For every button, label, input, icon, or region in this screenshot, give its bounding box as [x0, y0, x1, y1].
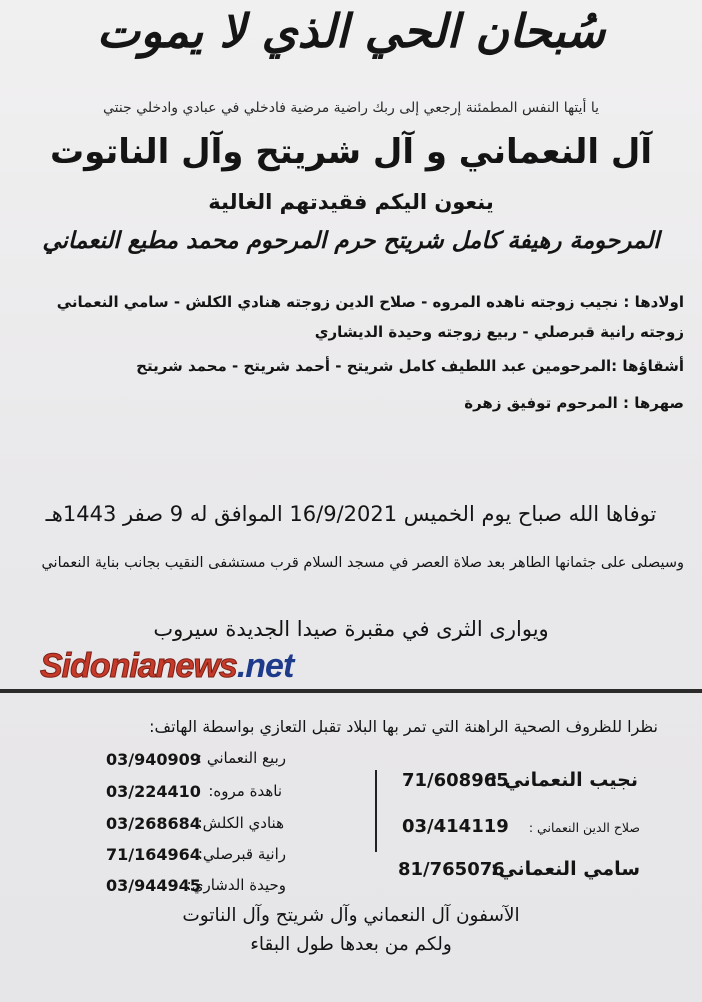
section-divider — [0, 689, 702, 693]
closing-line-1: الآسفون آل النعماني وآل شريتح وآل الناتوت — [182, 905, 520, 926]
contact-phone: 03/940909 — [106, 750, 201, 769]
condolence-notice: نظرا للظروف الصحية الراهنة التي تمر بها البلاد تقبل التعازي بواسطة الهاتف: — [149, 717, 658, 736]
contact-phone: 03/944945 — [106, 876, 201, 895]
quran-verse: يا أيتها النفس المطمئنة إرجعي إلى ربك راضية مرضية فادخلي في عبادي وادخلي جنتي — [102, 100, 600, 116]
in-law-line: صهرها : المرحوم توفيق زهرة — [464, 394, 684, 412]
column-separator — [375, 770, 377, 852]
calligraphy-title: سُبحان الحي الذي لا يموت — [96, 4, 606, 58]
children-line-2: زوجته رانية قبرصلي - ربيع زوجته وحيدة الديشاري — [314, 323, 684, 341]
watermark-name: Sidonianews — [40, 647, 237, 685]
deceased-name: المرحومة رهيفة كامل شريتح حرم المرحوم محمد مطيع النعماني — [42, 228, 660, 254]
contact-name: رانية قبرصلي: — [197, 845, 286, 863]
burial-line: ويوارى الثرى في مقبرة صيدا الجديدة سيروب — [153, 617, 549, 641]
funeral-prayer-line: وسيصلى على جثمانها الطاهر بعد صلاة العصر في مسجد السلام قرب مستشفى النقيب بجانب بناية النعماني — [41, 555, 684, 571]
death-date-line: توفاها الله صباح يوم الخميس 16/9/2021 الموافق له 9 صفر 1443هـ — [45, 502, 657, 526]
site-watermark — [40, 647, 293, 686]
contact-name: سامي النعماني: — [490, 858, 640, 880]
contact-name: ربيع النعماني : — [197, 749, 286, 767]
watermark-tld: .net — [236, 647, 294, 685]
announcement-line: ينعون اليكم فقيدتهم الغالية — [208, 190, 494, 214]
contact-phone: 71/164964 — [106, 845, 201, 864]
children-line-1: اولادها : نجيب زوجته ناهده المروه - صلاح الدين زوجته هنادي الكلش - سامي النعماني — [56, 293, 684, 311]
contact-name: نجيب النعماني : — [490, 769, 638, 791]
contact-phone: 03/224410 — [106, 782, 201, 801]
contact-phone: 81/765076 — [398, 859, 505, 880]
contact-name: وحيدة الدشاري: — [186, 876, 286, 894]
contact-name: ناهدة مروه: — [208, 782, 282, 800]
families-heading: آل النعماني و آل شريتح وآل الناتوت — [49, 132, 653, 172]
contact-phone: 03/414119 — [402, 816, 509, 837]
siblings-line: أشقاؤها :المرحومين عبد اللطيف كامل شريتح - أحمد شريتح - محمد شريتح — [136, 357, 684, 375]
closing-line-2: ولكم من بعدها طول البقاء — [250, 934, 452, 955]
contact-phone: 03/268684 — [106, 814, 201, 833]
contact-phone: 71/608965 — [402, 770, 509, 791]
contact-name: هنادي الكلش: — [197, 814, 284, 832]
contact-name: صلاح الدين النعماني : — [528, 820, 640, 835]
